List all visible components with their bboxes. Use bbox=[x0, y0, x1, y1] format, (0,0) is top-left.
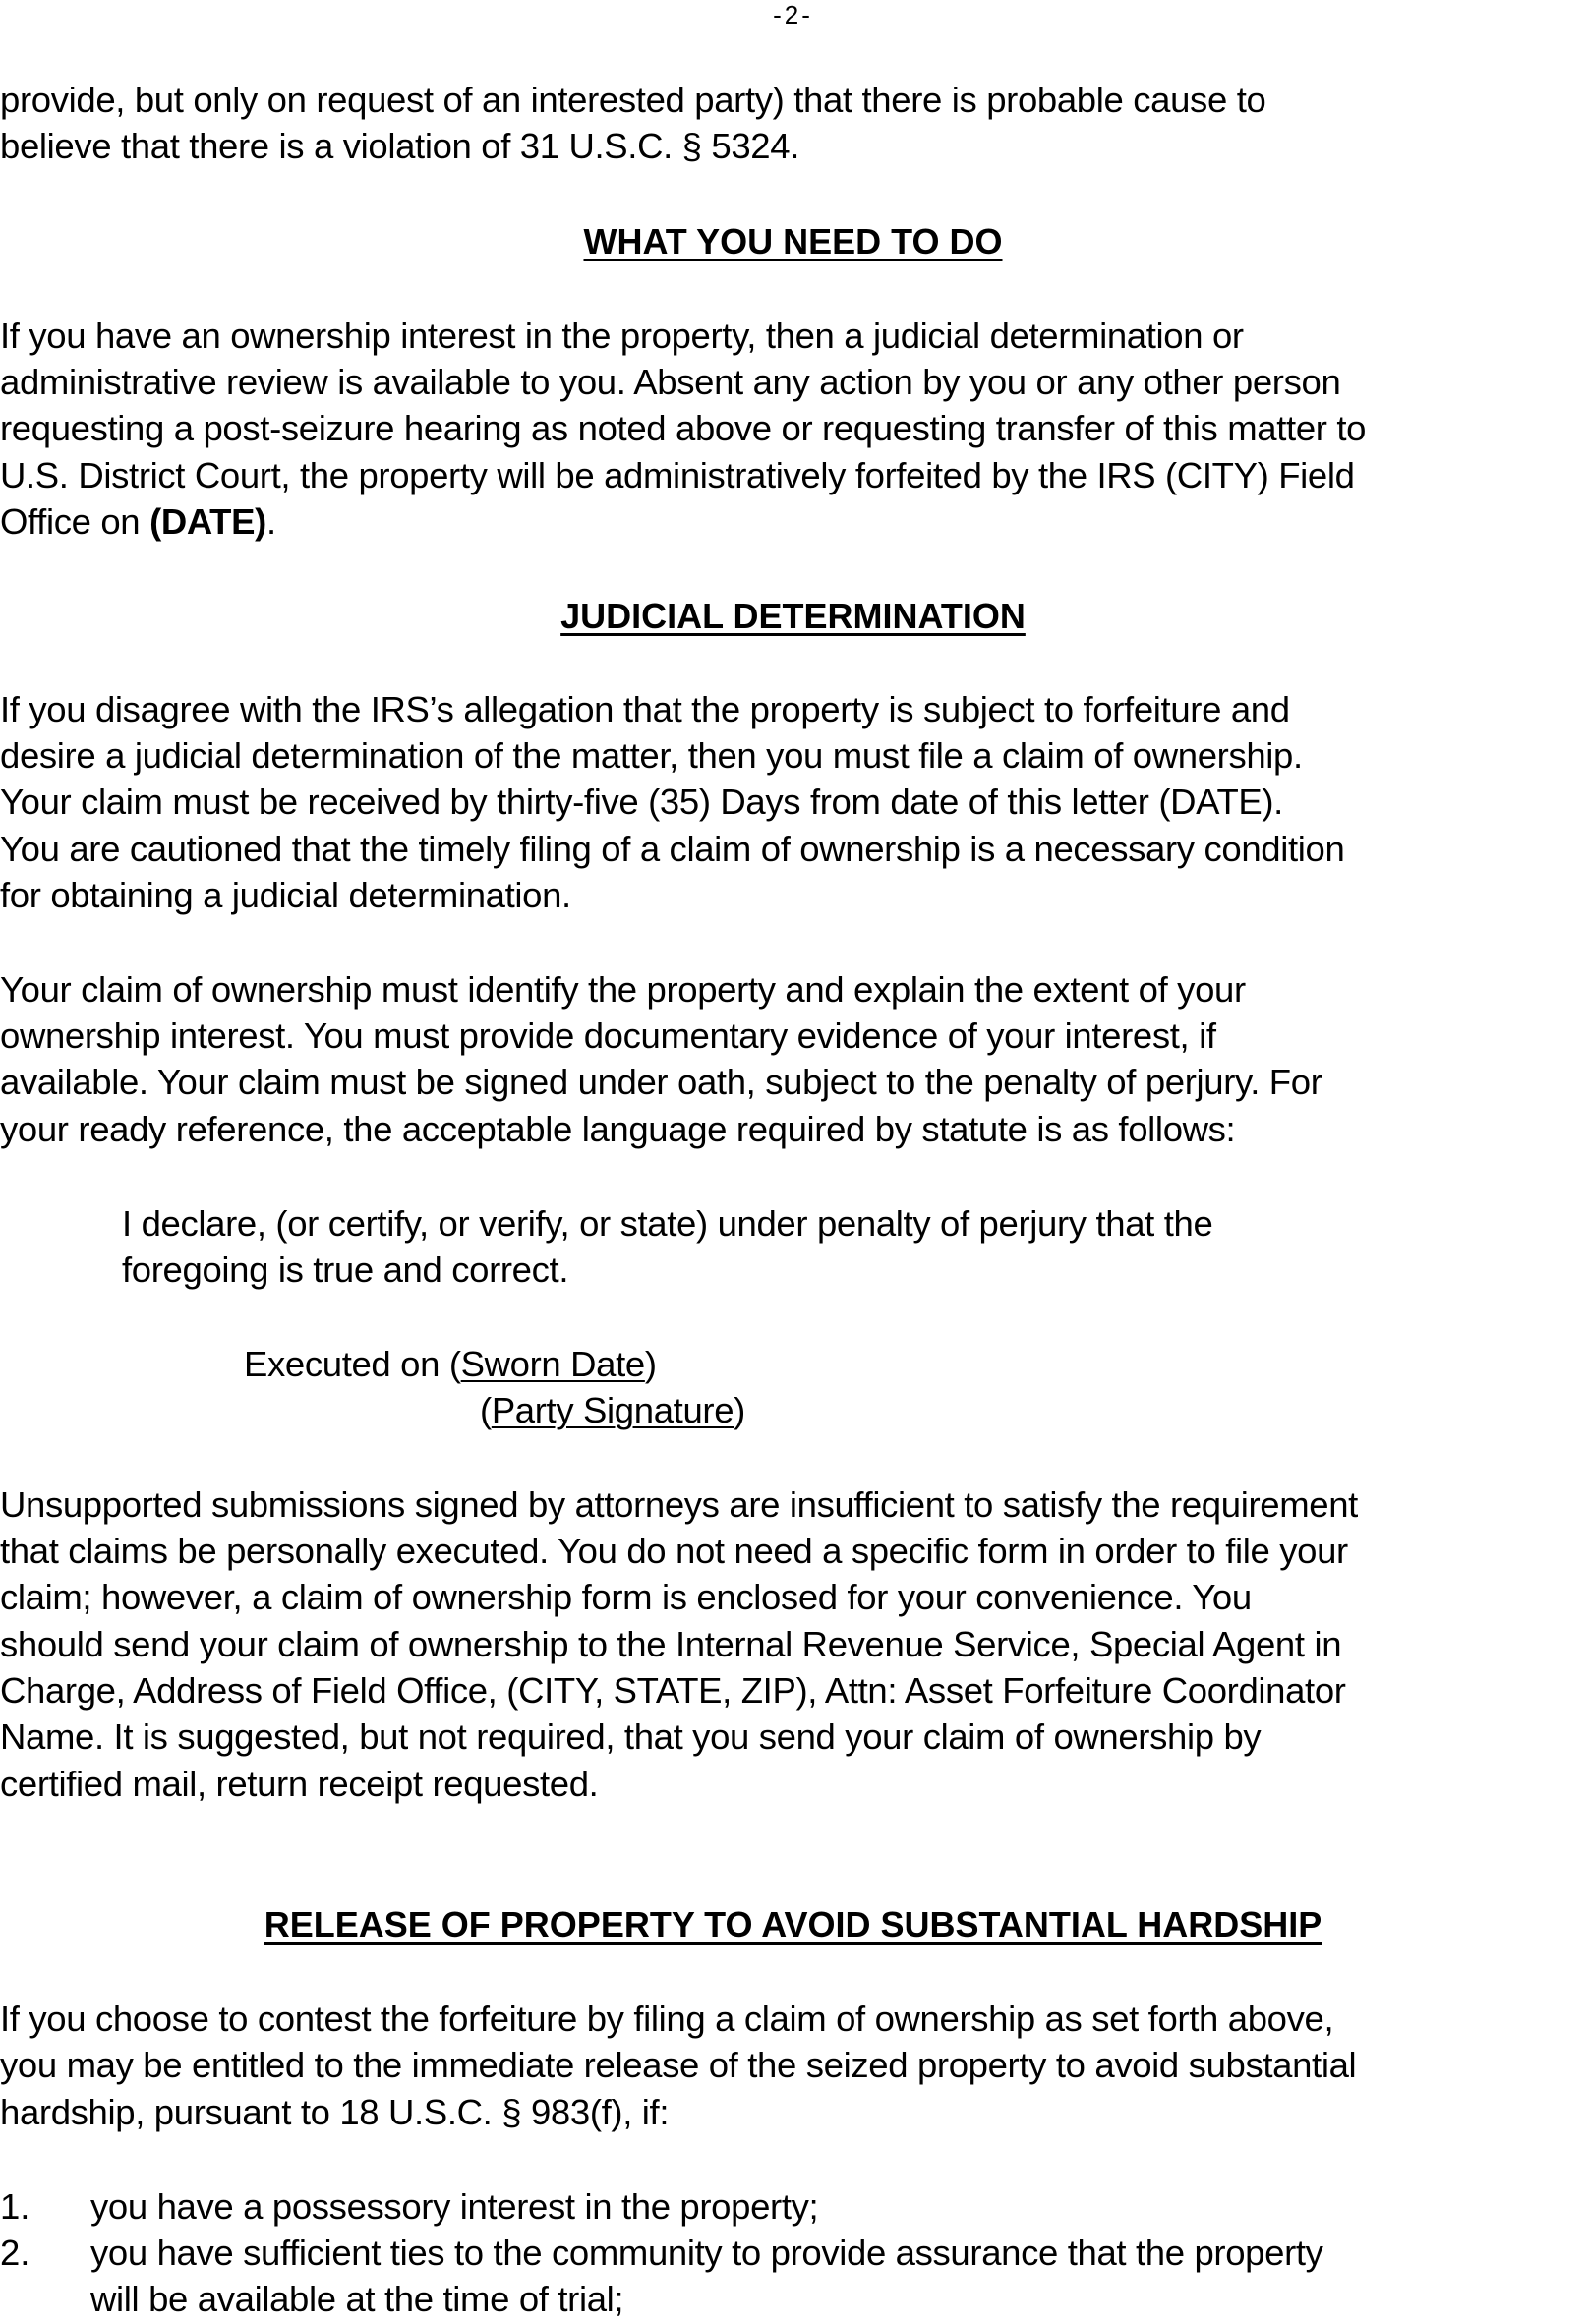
heading-text: WHAT YOU NEED TO DO bbox=[583, 221, 1003, 261]
body-line: you may be entitled to the immediate release of the seized property to avoid substantial bbox=[0, 2045, 1357, 2085]
heading-text: RELEASE OF PROPERTY TO AVOID SUBSTANTIAL HARDSHIP bbox=[264, 1904, 1322, 1945]
body-line: that claims be personally executed. You do not need a specific form in order to file your bbox=[0, 1531, 1348, 1571]
heading-text: JUDICIAL DETERMINATION bbox=[560, 596, 1026, 636]
body-line: Your claim of ownership must identify the property and explain the extent of your bbox=[0, 969, 1246, 1010]
body-line: certified mail, return receipt requested. bbox=[0, 1764, 599, 1804]
party-signature-placeholder: Party Signature bbox=[491, 1390, 734, 1430]
body-line: Charge, Address of Field Office, (CITY, STATE, ZIP), Attn: Asset Forfeiture Coordinator bbox=[0, 1670, 1346, 1711]
body-line: believe that there is a violation of 31 U.S.C. § 5324. bbox=[0, 126, 799, 166]
page-number: -2- bbox=[773, 0, 813, 29]
text: ( bbox=[480, 1390, 492, 1430]
text: Executed on ( bbox=[244, 1344, 461, 1384]
list-item: will be available at the time of trial; bbox=[90, 2279, 624, 2319]
list-item: you have a possessory interest in the property; bbox=[90, 2186, 819, 2227]
body-line: Your claim must be received by thirty-five (35) Days from date of this letter (DATE). bbox=[0, 782, 1283, 822]
text: ) bbox=[734, 1390, 745, 1430]
text: Office on bbox=[0, 501, 150, 542]
sworn-date-placeholder: Sworn Date bbox=[460, 1344, 645, 1384]
body-line bbox=[0, 498, 276, 546]
body-line: If you choose to contest the forfeiture by filing a claim of ownership as set forth above, bbox=[0, 1999, 1334, 2039]
executed-on-line bbox=[244, 1341, 657, 1388]
body-line: If you disagree with the IRS’s allegation that the property is subject to forfeiture and bbox=[0, 689, 1290, 729]
section-heading-judicial-determination bbox=[0, 593, 1586, 640]
body-line: U.S. District Court, the property will be administratively forfeited by the IRS (CITY) Field bbox=[0, 455, 1355, 495]
section-heading-what-you-need-to-do bbox=[0, 218, 1586, 265]
date-placeholder: (DATE) bbox=[149, 501, 266, 542]
text: . bbox=[265, 501, 276, 542]
body-line: should send your claim of ownership to the Internal Revenue Service, Special Agent in bbox=[0, 1624, 1342, 1664]
text: ) bbox=[644, 1344, 657, 1384]
body-line: ownership interest. You must provide documentary evidence of your interest, if bbox=[0, 1016, 1216, 1056]
section-heading-release-of-property bbox=[0, 1901, 1586, 1948]
body-line: Name. It is suggested, but not required, that you send your claim of ownership by bbox=[0, 1716, 1262, 1757]
declaration-line: foregoing is true and correct. bbox=[122, 1249, 569, 1290]
body-line: If you have an ownership interest in the property, then a judicial determination or bbox=[0, 316, 1244, 356]
list-item: you have sufficient ties to the community to provide assurance that the property bbox=[90, 2233, 1323, 2273]
body-line: claim; however, a claim of ownership form is enclosed for your convenience. You bbox=[0, 1577, 1252, 1617]
list-number: 1. bbox=[0, 2186, 30, 2227]
declaration-line: I declare, (or certify, or verify, or state) under penalty of perjury that the bbox=[122, 1203, 1213, 1244]
body-line: provide, but only on request of an interested party) that there is probable cause to bbox=[0, 80, 1266, 120]
list-number: 2. bbox=[0, 2233, 30, 2273]
signature-line bbox=[480, 1387, 745, 1434]
body-line: desire a judicial determination of the matter, then you must file a claim of ownership. bbox=[0, 735, 1303, 776]
body-line: available. Your claim must be signed under oath, subject to the penalty of perjury. For bbox=[0, 1062, 1322, 1102]
body-line: hardship, pursuant to 18 U.S.C. § 983(f), if: bbox=[0, 2092, 670, 2132]
body-line: for obtaining a judicial determination. bbox=[0, 875, 571, 915]
body-line: your ready reference, the acceptable language required by statute is as follows: bbox=[0, 1109, 1236, 1149]
body-line: requesting a post-seizure hearing as noted above or requesting transfer of this matter to bbox=[0, 408, 1367, 448]
body-line: Unsupported submissions signed by attorneys are insufficient to satisfy the requirement bbox=[0, 1484, 1358, 1525]
body-line: You are cautioned that the timely filing of a claim of ownership is a necessary condition bbox=[0, 829, 1345, 869]
body-line: administrative review is available to you. Absent any action by you or any other person bbox=[0, 362, 1341, 402]
